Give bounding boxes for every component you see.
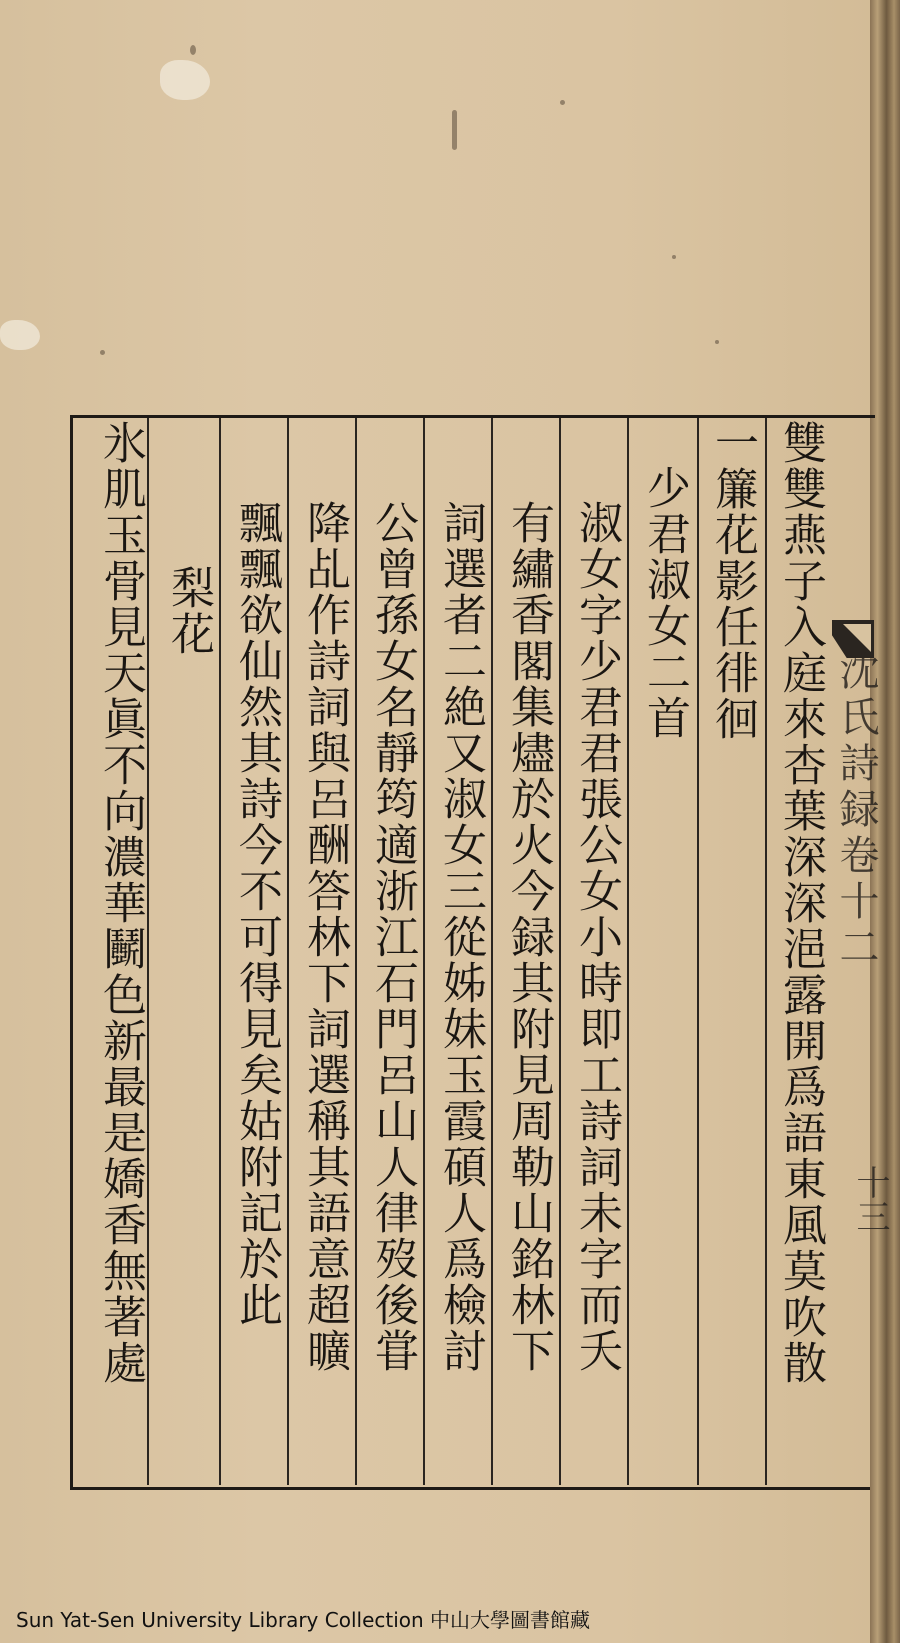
frame-top-border [70, 415, 875, 418]
ink-spot [672, 255, 676, 259]
column-rule [559, 418, 561, 1485]
ink-spot [100, 350, 105, 355]
commentary-line-5: 降乩作詩詞與呂酬答林下詞選稱其語意超曠 [299, 500, 350, 1374]
collection-caption: Sun Yat-Sen University Library Collection 中山大學圖書館藏 [16, 1608, 591, 1632]
column-rule [287, 418, 289, 1485]
commentary-line-1: 淑女字少君君張公女小時即工詩詞未字而夭 [571, 500, 622, 1374]
commentary-line-3: 詞選者二絶又淑女三從姊妹玉霞碩人爲檢討 [435, 500, 486, 1374]
column-rule [627, 418, 629, 1485]
column-rule [423, 418, 425, 1485]
margin-book-title: 沈氏詩録卷十二 [833, 650, 879, 972]
commentary-line-2: 有繡香閣集燼於火今録其附見周勒山銘林下 [503, 500, 554, 1374]
poem-line-3: 氷肌玉骨見天眞不向濃華鬭色新最是嬌香無著處 [95, 420, 146, 1386]
column-rule [219, 418, 221, 1485]
ink-spot [452, 110, 457, 150]
column-rule [697, 418, 699, 1485]
poem-line-2: 一簾花影任徘徊 [707, 420, 758, 742]
column-rule [491, 418, 493, 1485]
ink-spot [715, 340, 719, 344]
poem-line-1: 雙雙燕子入庭來杏葉深深浥露開爲語東風莫吹散 [775, 420, 826, 1386]
poem-title: 少君淑女二首 [639, 465, 690, 741]
paper-damage [0, 320, 40, 350]
ink-spot [190, 45, 196, 55]
column-rule [355, 418, 357, 1485]
commentary-line-4: 公曾孫女名靜筠適浙江石門呂山人律歿後甞 [367, 500, 418, 1374]
ink-spot [560, 100, 565, 105]
poem-title-pear-blossom: 梨花 [163, 565, 214, 657]
column-rule [765, 418, 767, 1485]
commentary-line-6: 飄飄欲仙然其詩今不可得見矣姑附記於此 [231, 500, 282, 1328]
paper-damage [160, 60, 210, 100]
folio-number: 十三 [850, 1165, 890, 1233]
